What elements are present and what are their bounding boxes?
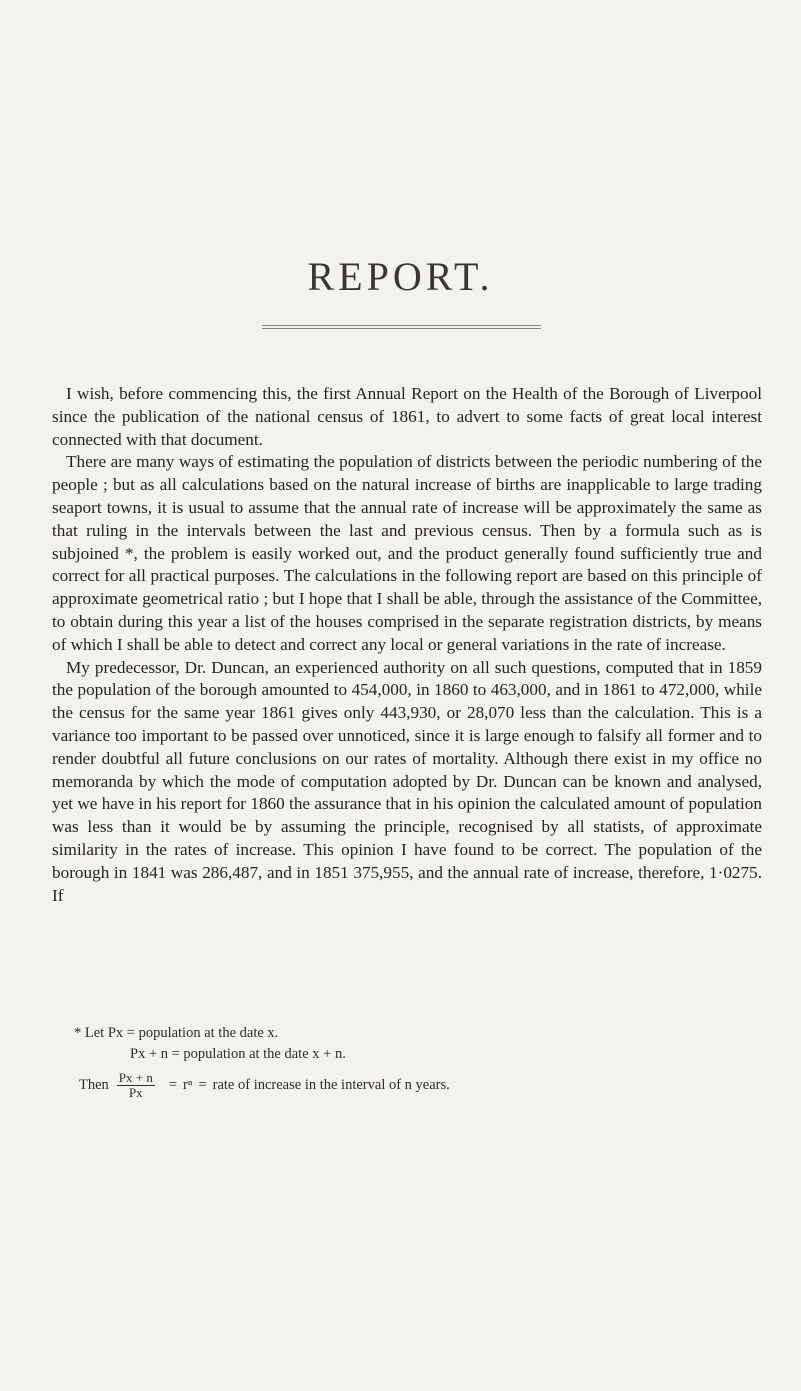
body-text	[52, 383, 762, 907]
footnote-line: Px + n = population at the date x + n.	[130, 1046, 346, 1062]
page-title: REPORT.	[307, 254, 494, 299]
formula-denominator: Px	[128, 1085, 143, 1100]
paragraph: There are many ways of estimating the population of districts between the periodic numbering of the people ; but as all calculations based on the natural increase of births are inapplicable to large trading seaport towns, it is usual to assume that the annual rate of increase will be approximately the same as that ruling in the intervals between the last and previous census. Then by a formula such as is subjoined *, the problem is easily worked out, and the product generally found sufficiently true and correct for all practical purposes. The calculations in the following report are based on this principle of approximate geometrical ratio ; but I hope that I shall be able, through the assistance of the Committee, to obtain during this year a list of the houses comprised in the separate registration districts, by means of which I shall be able to detect and correct any local or general variations in the rate of increase.	[52, 452, 762, 654]
formula-then: Then	[79, 1077, 109, 1093]
paragraph: My predecessor, Dr. Duncan, an experienced authority on all such questions, computed that in 1859 the population of the borough amounted to 454,000, in 1860 to 463,000, and in 1861 to 472,000, while the census for the same year 1861 gives only 443,930, or 28,070 less than the calculation. This is a variance too important to be passed over unnoticed, since it is large enough to falsify all former and to render doubtful all future conclusions on our rates of mortality. Although there exist in my office no memoranda by which the mode of computation adopted by Dr. Duncan can be known and analysed, yet we have in his report for 1860 the assurance that in his opinion the calculated amount of population was less than it would be by assuming the principle, recognised by all statists, of approximate similarity in the rates of increase. This opinion I have found to be correct. The population of the borough in 1841 was 286,487, and in 1851 375,955, and the annual rate of increase, therefore, 1·0275. If	[52, 657, 762, 905]
formula-numerator: Px + n	[118, 1070, 153, 1085]
footnote	[52, 1023, 762, 1100]
formula-equals: =	[168, 1077, 178, 1093]
paragraph: I wish, before commencing this, the first Annual Report on the Health of the Borough of Liverpool since the publication of the national census of 1861, to advert to some facts of great local interest connected with that document.	[52, 384, 762, 449]
formula-description: rate of increase in the interval of n years.	[212, 1077, 450, 1093]
footnote-line: * Let Px = population at the date x.	[74, 1025, 279, 1041]
title-rule	[262, 325, 541, 329]
formula-fraction	[117, 1071, 155, 1100]
formula-rn: rⁿ	[183, 1077, 193, 1093]
formula-equals: =	[198, 1077, 207, 1093]
footnote-formula	[52, 1071, 762, 1100]
